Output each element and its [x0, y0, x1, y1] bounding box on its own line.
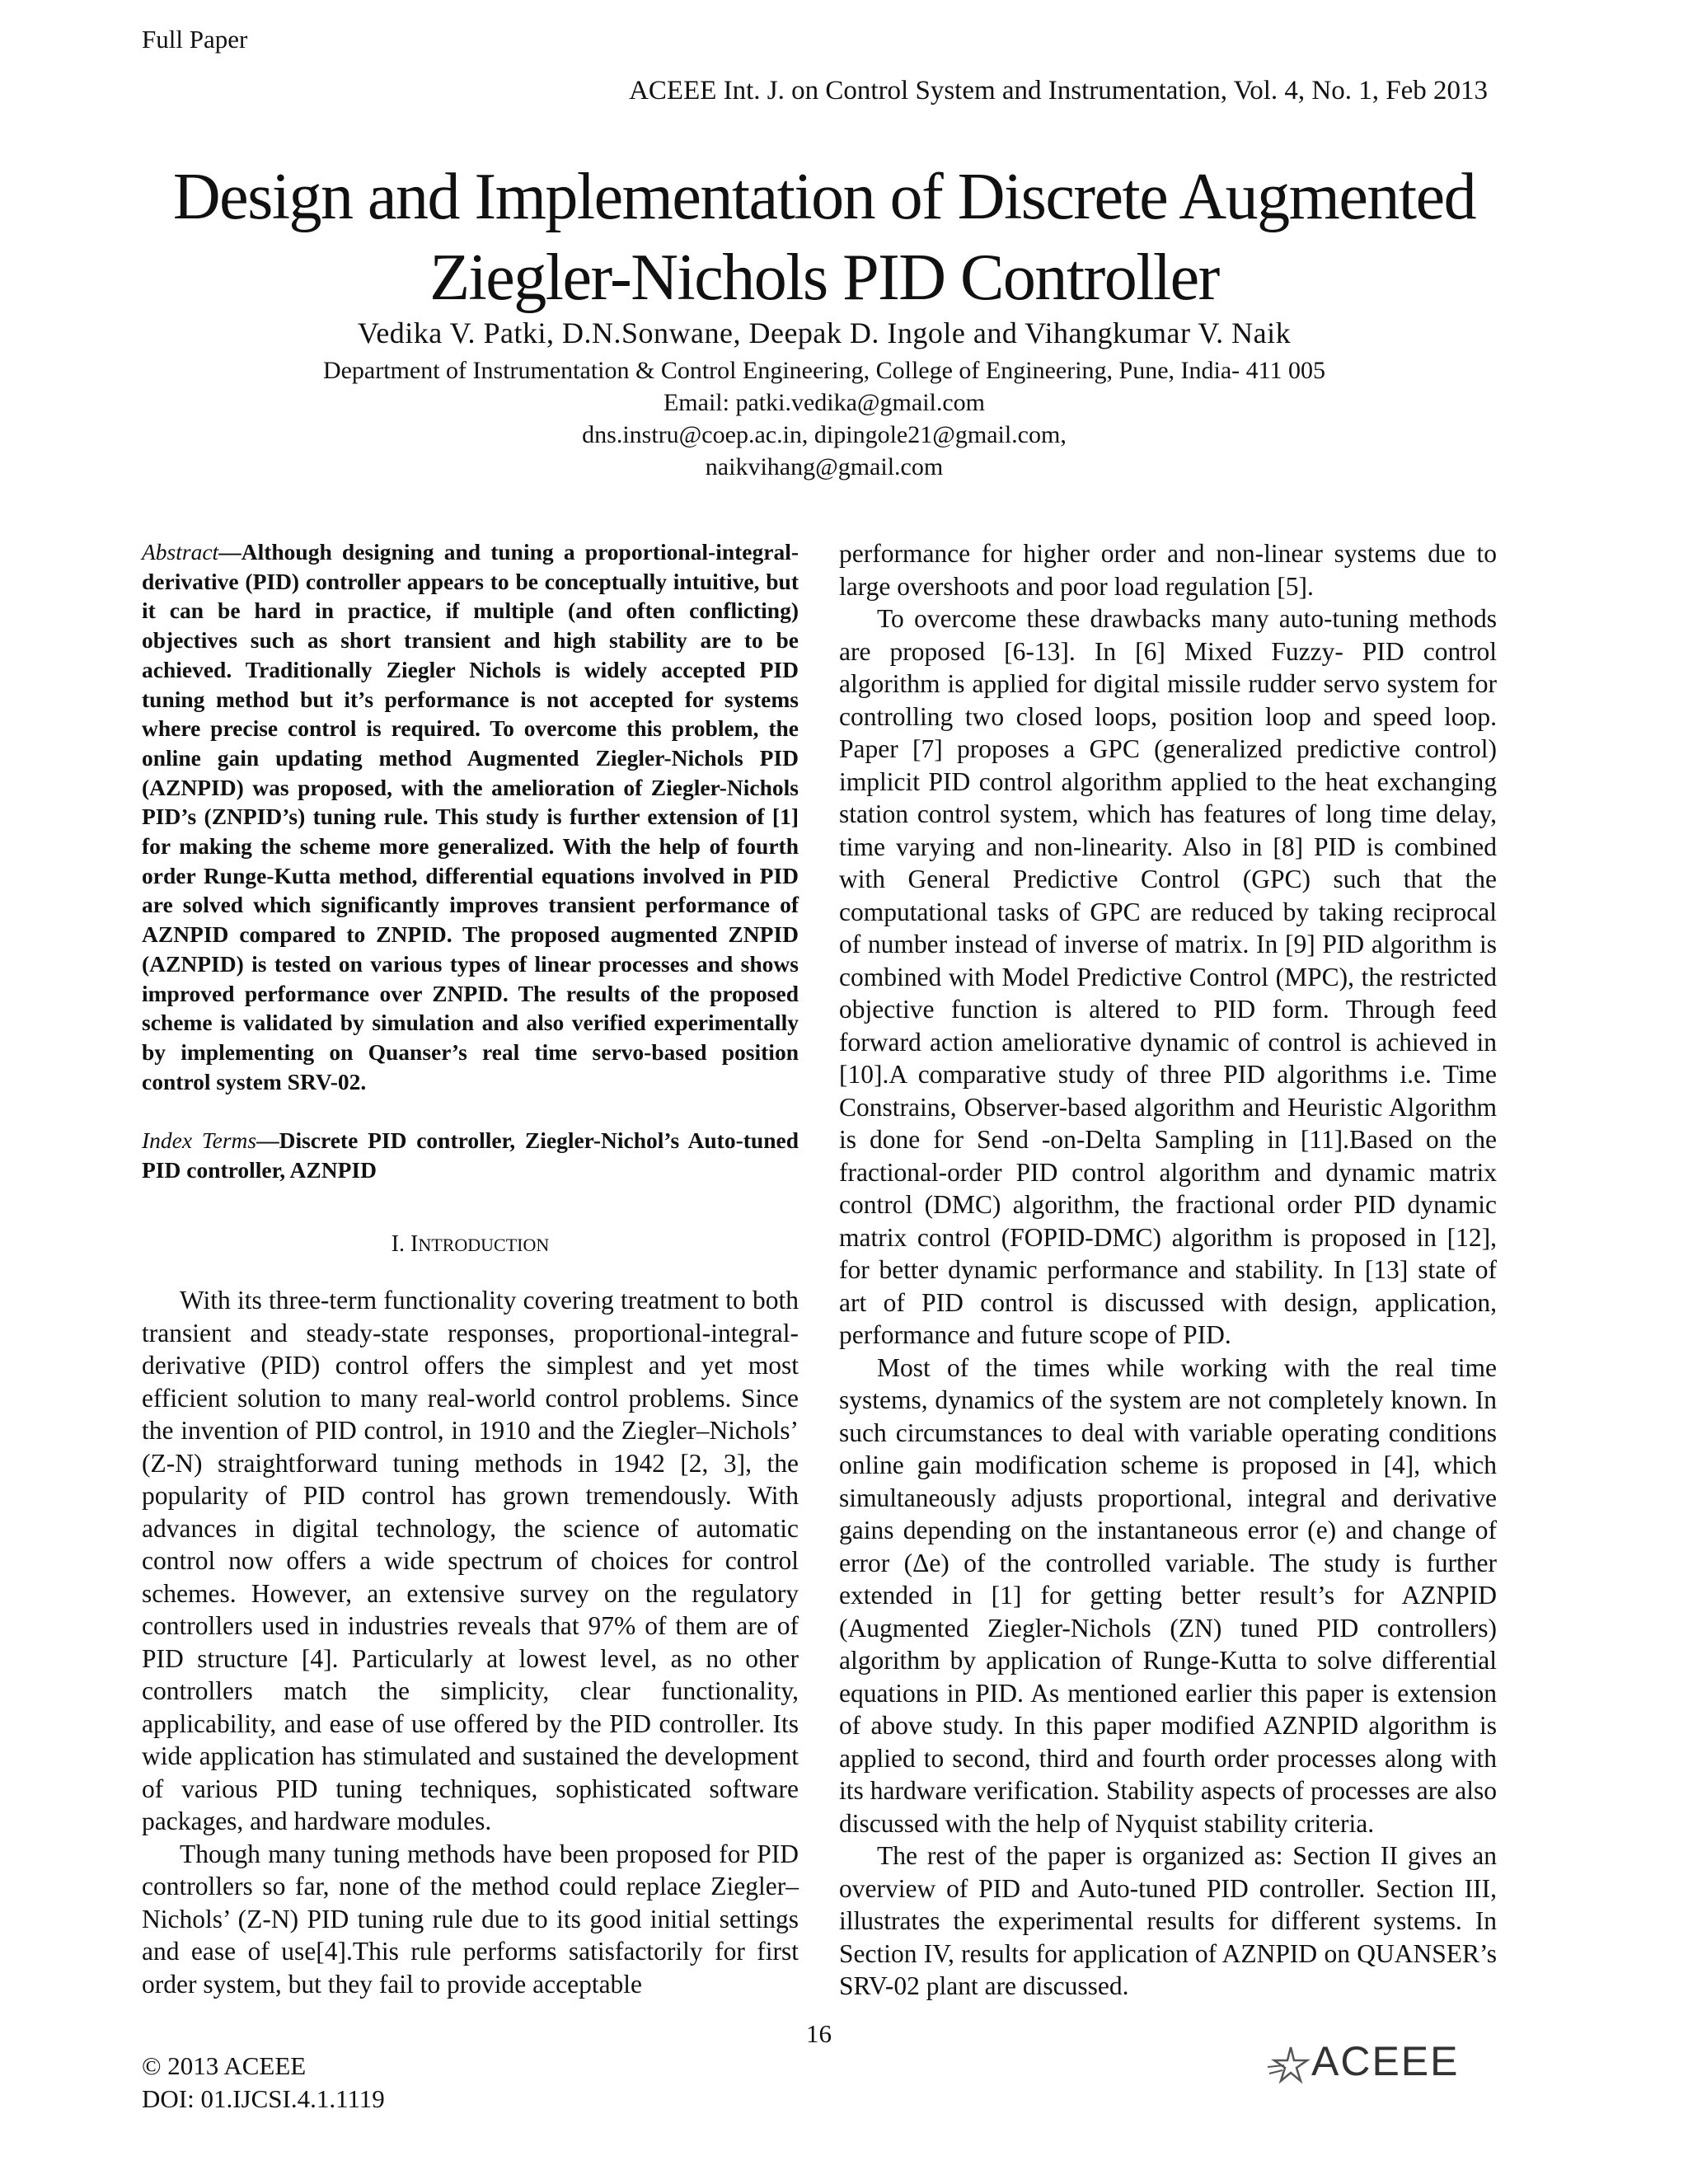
left-column — [142, 537, 799, 2000]
copyright: © 2013 ACEEE — [142, 2051, 307, 2080]
title-line-1: Design and Implementation of Discrete Augmented — [172, 161, 1476, 233]
department: Department of Instrumentation & Control Engineering, College of Engineering, Pune, India- 411 005 — [322, 357, 1326, 384]
doi: DOI: 01.IJCSI.4.1.1119 — [142, 2084, 385, 2113]
right-column — [839, 537, 1497, 2003]
section-title: NTRODUCTION — [418, 1234, 550, 1255]
paragraph: To overcome these drawbacks many auto-tuning methods are proposed [6-13]. In [6] Mixed Fuzzy- PID control algorithm is applied for digital missile rudder servo system for controlling two closed loops, position loop and speed loop. Paper [7] proposes a GPC (generalized predictive control) implicit PID control algorithm applied to the heat exchanging station control system, which has features of long time delay, time varying and non-linearity. Also in [8] PID is combined with General Predictive Control (GPC) such that the computational tasks of GPC are reduced by taking reciprocal of number instead of inverse of matrix. In [9] PID algorithm is combined with Model Predictive Control (MPC), the restricted objective function is altered to PID form. Through feed forward action ameliorative dynamic of control is achieved in [10].A comparative study of three PID algorithms i.e. Time Constrains, Observer-based algorithm and Heuristic Algorithm is done for Send -on-Delta Sampling in [11].Based on the fractional-order PID control algorithm and dynamic matrix control (DMC) algorithm, the fractional order PID dynamic matrix control (FOPID-DMC) algorithm is proposed in [12], for better dynamic performance and stability. In [13] state of art of PID control is discussed with design, application, performance and future scope of PID. — [839, 604, 1497, 1349]
abstract-lead: Abstract — [142, 539, 219, 565]
index-terms-lead: Index Terms — [142, 1127, 257, 1154]
index-terms — [142, 1126, 799, 1184]
top-label: Full Paper — [142, 25, 248, 54]
title-line-2: Ziegler-Nichols PID Controller — [429, 241, 1219, 314]
abstract-text: —Although designing and tuning a proportional-integral-derivative (PID) controller appears to be conceptually intuitive, but it can be hard in practice, if multiple (and often conflicting) objectives such as short transient and high stability are to be achieved. Traditionally Ziegler Nichols is widely accepted PID tuning method but it’s performance is not accepted for systems where precise control is required. To overcome this problem, the online gain updating method Augmented Ziegler-Nichols PID (AZNPID) was proposed, with the amelioration of Ziegler-Nichols PID’s (ZNPID’s) tuning rule. This study is further extension of [1] for making the scheme more generalized. With the help of fourth order Runge-Kutta method, differential equations involved in PID are solved which significantly improves transient performance of AZNPID compared to ZNPID. The proposed augmented ZNPID (AZNPID) is tested on various types of linear processes and shows improved performance over ZNPID. The results of the proposed scheme is validated by simulation and also verified experimentally by implementing on Quanser’s real time servo-based position control system SRV-02. — [142, 539, 799, 1094]
star-icon — [1266, 2042, 1311, 2087]
footer-info — [142, 2050, 385, 2116]
affiliation — [124, 354, 1525, 483]
paragraph: Most of the times while working with the real time systems, dynamics of the system are not completely known. In such circumstances to deal with variable operating conditions online gain modification scheme is proposed in [4], which simultaneously adjusts proportional, integral and derivative gains depending on the instantaneous error (e) and change of error (Δe) of the controlled variable. The study is further extended in [1] for getting better result’s for AZNPID (Augmented Ziegler-Nichols (ZN) tuned PID controllers) algorithm by application of Runge-Kutta to solve differential equations in PID. As mentioned earlier this paper is extension of above study. In this paper modified AZNPID algorithm is applied to second, third and fourth order processes along with its hardware verification. Stability aspects of processes are also discussed with the help of Nyquist stability criteria. — [839, 1352, 1497, 1838]
section-number: I. I — [391, 1230, 419, 1257]
paper-title — [124, 157, 1525, 318]
logo-text: ACEEE — [1311, 2038, 1460, 2084]
aceee-logo — [1266, 2038, 1505, 2087]
email-line-2: dns.instru@coep.ac.in, dipingole21@gmail.com, — [582, 421, 1067, 448]
journal-header: ACEEE Int. J. on Control System and Instrumentation, Vol. 4, No. 1, Feb 2013 — [629, 76, 1488, 105]
page-number: 16 — [806, 2019, 832, 2048]
email-line-1: Email: patki.vedika@gmail.com — [663, 389, 986, 416]
abstract — [142, 537, 799, 1096]
paragraph: Though many tuning methods have been proposed for PID controllers so far, none of the method could replace Ziegler–Nichols’ (Z-N) PID tuning rule due to its good initial settings and ease of use[4].This rule performs satisfactorily for first order system, but they fail to provide acceptable — [142, 1839, 799, 1999]
paragraph: The rest of the paper is organized as: Section II gives an overview of PID and Auto-tuned PID controller. Section III, illustrates the experimental results for different systems. In Section IV, results for application of AZNPID on QUANSER’s SRV-02 plant are discussed. — [839, 1841, 1497, 2000]
paragraph: performance for higher order and non-linear systems due to large overshoots and poor load regulation [5]. — [839, 539, 1497, 601]
email-line-3: naikvihang@gmail.com — [705, 453, 944, 480]
authors: Vedika V. Patki, D.N.Sonwane, Deepak D. Ingole and Vihangkumar V. Naik — [357, 316, 1292, 349]
paragraph: With its three-term functionality covering treatment to both transient and steady-state responses, proportional-integral-derivative (PID) control offers the simplest and yet most efficient solution to many real-world control problems. Since the invention of PID control, in 1910 and the Ziegler–Nichols’ (Z-N) straightforward tuning methods in 1942 [2, 3], the popularity of PID control has grown tremendously. With advances in digital technology, the science of automatic control now offers a wide spectrum of choices for control schemes. However, an extensive survey on the regulatory controllers used in industries reveals that 97% of them are of PID structure [4]. Particularly at lowest level, as no other controllers match the simplicity, clear functionality, applicability, and ease of use offered by the PID controller. Its wide application has stimulated and sustained the development of various PID tuning techniques, sophisticated software packages, and hardware modules. — [142, 1286, 799, 1836]
index-terms-text: —Discrete PID controller, Ziegler-Nichol’s Auto-tuned PID controller, AZNPID — [142, 1127, 799, 1183]
section-heading-introduction — [142, 1228, 799, 1262]
